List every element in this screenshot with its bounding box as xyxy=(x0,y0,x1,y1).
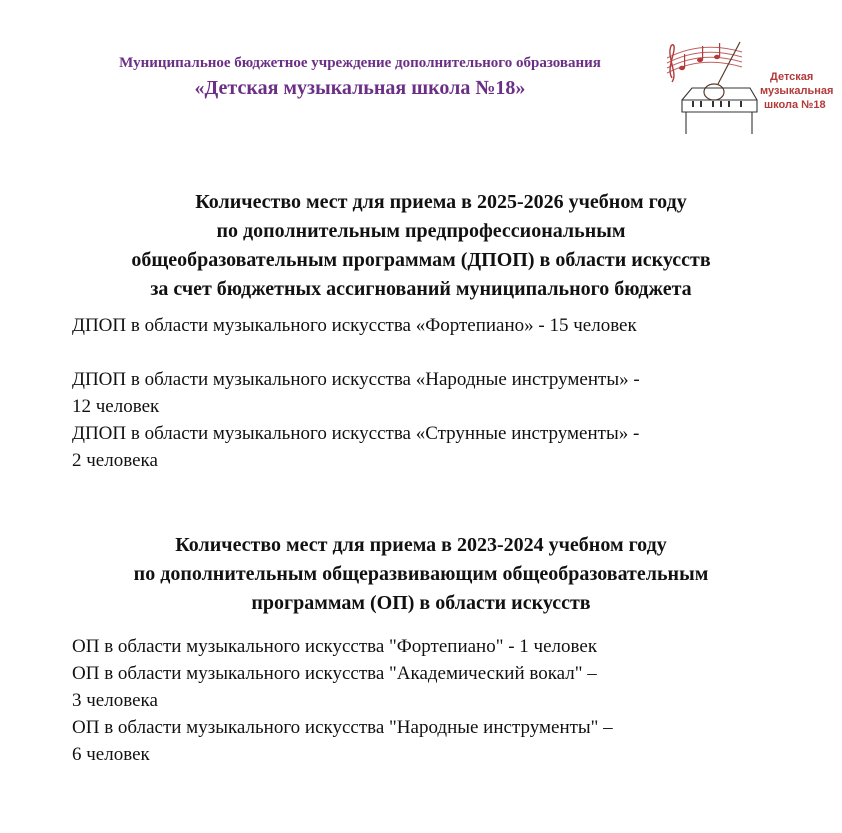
section-2-heading-line: программам (ОП) в области искусств xyxy=(251,592,591,614)
list-item-line: ОП в области музыкального искусства "Академический вокал" – xyxy=(72,663,597,684)
school-name: «Детская музыкальная школа №18» xyxy=(194,77,526,99)
list-item-line: ОП в области музыкального искусства "Народные инструменты" – xyxy=(72,717,613,738)
section-2-heading-line: Количество мест для приема в 2023-2024 учебном году xyxy=(175,534,667,556)
list-item xyxy=(72,660,792,714)
section-2-heading xyxy=(40,531,802,618)
list-item-line: ДПОП в области музыкального искусства «Фортепиано» - 15 человек xyxy=(72,315,637,336)
logo-text-line-3: школа №18 xyxy=(764,99,826,111)
list-item xyxy=(72,714,792,768)
list-item-line: ДПОП в области музыкального искусства «Струнные инструменты» - xyxy=(72,423,640,444)
list-item-line: 2 человека xyxy=(72,450,158,471)
section-1-heading xyxy=(40,188,802,304)
section-1-heading-line: по дополнительным предпрофессиональным xyxy=(216,220,626,242)
list-item xyxy=(72,312,792,339)
list-item xyxy=(72,366,792,420)
org-name: Муниципальное бюджетное учреждение дополнительного образования xyxy=(119,55,601,71)
logo-text-line-1: Детская xyxy=(770,71,814,83)
list-item-line: 3 человека xyxy=(72,690,158,711)
section-1-heading-line: за счет бюджетных ассигнований муниципального бюджета xyxy=(150,278,692,300)
section-2-heading-line: по дополнительным общеразвивающим общеобразовательным xyxy=(133,563,709,585)
section-2-list xyxy=(72,633,792,768)
list-item-line: ОП в области музыкального искусства "Фортепиано" - 1 человек xyxy=(72,636,598,657)
list-item xyxy=(72,633,792,660)
section-1-heading-line: Количество мест для приема в 2025-2026 учебном году xyxy=(195,191,687,213)
section-1-heading-line: общеобразовательным программам (ДПОП) в области искусств xyxy=(131,249,711,271)
music-school-logo-icon xyxy=(662,38,834,138)
list-item xyxy=(72,420,792,474)
list-item-line: ДПОП в области музыкального искусства «Народные инструменты» - xyxy=(72,369,640,390)
section-1-list xyxy=(72,312,792,474)
list-item-line: 6 человек xyxy=(72,744,150,765)
logo-text-line-2: музыкальная xyxy=(760,85,834,97)
list-item-line: 12 человек xyxy=(72,396,160,417)
spacer xyxy=(72,339,792,366)
page-header xyxy=(0,0,842,150)
